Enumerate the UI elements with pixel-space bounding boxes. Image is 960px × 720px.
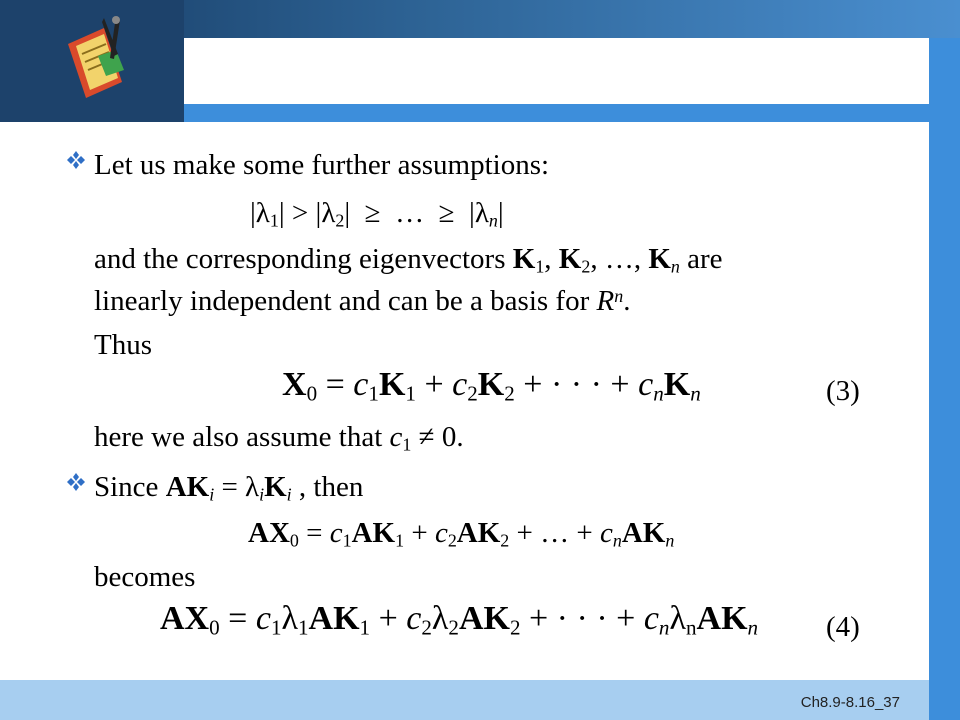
bullet1-line-assume: here we also assume that $c_1 \ne 0$.	[94, 421, 464, 455]
equation-4: $AX_0 = c_1\lambda_1AK_1 + c_2\lambda_2AK_2$ + · · · + $c_n\lambda_nAK_n$	[160, 600, 759, 640]
text-becomes: becomes	[94, 561, 196, 593]
equation-3: $X_0 = c_1K_1 + c_2K_2$ + · · · + $c_nK_n$	[282, 366, 701, 406]
text-and-corresponding: and the corresponding eigenvectors	[94, 243, 506, 275]
bullet1-line-independent: linearly independent and can be a basis for $R^n$.	[94, 285, 631, 317]
bullet2-since: Since $AK_i = \lambda_iK_i$ , then	[94, 471, 364, 505]
text-are: are	[687, 243, 723, 275]
text-thus: Thus	[94, 329, 152, 361]
eigenvalue-ordering: $|\lambda_1| > |\lambda_2|$ ≥ … ≥ $|\lambda_n|$	[250, 197, 504, 231]
diamond-bullet-icon	[66, 472, 86, 492]
right-side-bar	[929, 38, 960, 720]
text-here-assume: here we also assume that	[94, 421, 383, 453]
text-then: , then	[298, 471, 364, 503]
footer-bar	[0, 680, 929, 720]
clipart-logo-icon	[58, 14, 138, 104]
text-linearly-independent: linearly independent and can be a basis for	[94, 285, 590, 317]
equation-ax0-expanded: $AX_0 = c_1AK_1 + c_2AK_2$ + … + $c_nAK_n$	[248, 517, 675, 551]
title-underline-bar	[184, 104, 929, 122]
bullet1-intro: Let us make some further assumptions:	[94, 149, 550, 181]
equation-3-number: (3)	[826, 375, 860, 407]
bullet1-line-eigenvectors: and the corresponding eigenvectors $K_1$, $K_2$, …, $K_n$ are	[94, 243, 723, 277]
slide-number: Ch8.9-8.16_37	[800, 694, 900, 711]
text-neq-zero: ≠ 0.	[418, 421, 464, 453]
diamond-bullet-icon	[66, 150, 86, 170]
text-since: Since	[94, 471, 159, 503]
equation-4-number: (4)	[826, 611, 860, 643]
